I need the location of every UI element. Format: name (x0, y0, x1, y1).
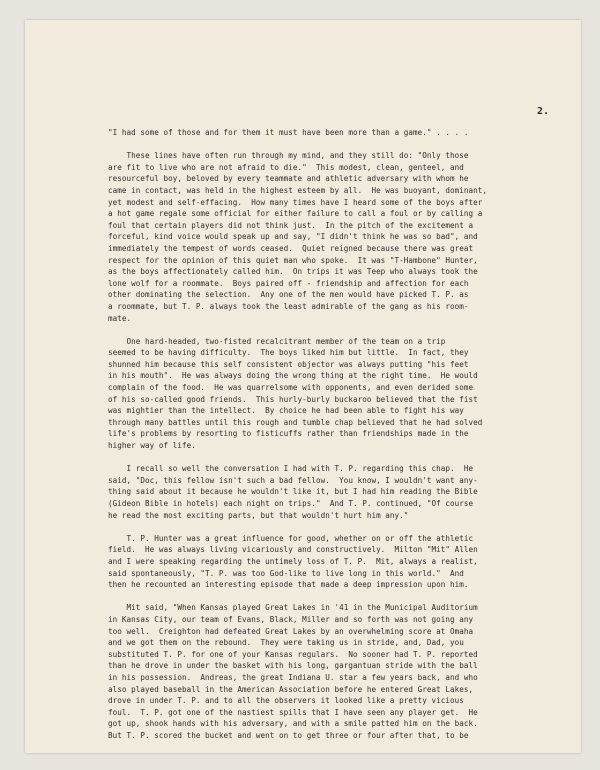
paragraph (108, 150, 578, 324)
text-line: I recall so well the conversation I had with T. P. regarding this chap. He (108, 464, 474, 474)
paragraph (108, 602, 578, 741)
text-line: also played baseball in the American Association before he entered Great Lakes, (108, 684, 474, 694)
body-text (108, 127, 578, 741)
text-line: (Gideon Bible in hotels) each night on trips." And T. P. continued, "Of course (108, 499, 474, 508)
text-line: higher way of life. (108, 441, 196, 451)
text-line: too well. Creighton had defeated Great Lakes by an overwhelming score at Omaha (108, 626, 474, 636)
paragraph-gap (108, 139, 578, 151)
text-line: mate. (108, 313, 132, 323)
text-line: than he drove in under the basket with his long, gargantuan stride with the ball (108, 661, 478, 671)
paragraph (108, 336, 578, 452)
paragraph-gap (108, 521, 578, 533)
text-line: "I had some of those and for them it must have been more than a game." . . . . (108, 128, 469, 137)
text-line: drove in under T. P. and to all the observers it looked like a pretty vicious (108, 696, 464, 706)
text-line: in Kansas City, our team of Evans, Black, Miller and so forth was not going any (108, 614, 474, 624)
text-line: in his possession. Andreas, the great Indiana U. star a few years back, and who (108, 672, 478, 682)
text-line: lone wolf for a roommate. Boys paired off - friendship and affection for each (108, 278, 469, 288)
typed-page (25, 20, 581, 753)
text-line: substituted T. P. for one of your Kansas regulars. No sooner had T. P. reported (108, 649, 478, 659)
paragraph-gap (108, 452, 578, 464)
text-line: seemed to be having difficulty. The boys liked him but little. In fact, they (108, 348, 469, 358)
page-number: 2. (537, 106, 550, 117)
text-line: got up, shook hands with his adversary, and with a smile patted him on the back. (108, 719, 478, 729)
text-line: Mit said, "When Kansas played Great Lakes in '41 in the Municipal Auditorium (108, 603, 478, 613)
text-line: These lines have often run through my mind, and they still do: "Only those (108, 151, 469, 161)
text-line: life's problems by resorting to fisticuffs rather than friendships made in the (108, 429, 469, 439)
text-line: yet modest and self-effacing. How many times have I heard some of the boys after (108, 197, 483, 207)
paragraph (108, 127, 578, 139)
text-line: T. P. Hunter was a great influence for good, whether on or off the athletic (108, 533, 474, 543)
paragraph-gap (108, 324, 578, 336)
text-line: complain of the food. He was quarrelsome with opponents, and even derided some (108, 383, 474, 393)
text-line: shunned him because this self consistent objector was always putting "his feet (108, 359, 469, 369)
text-line: thing said about it because he wouldn't like it, but I had him reading the Bible (108, 487, 478, 497)
text-line: One hard-headed, two-fisted recalcitrant member of the team on a trip (108, 336, 446, 346)
text-line: a hot game regale some official for either failure to call a foul or by calling a (108, 209, 483, 219)
text-line: said spontaneously, "T. P. was too God-like to live long in this world." And (108, 568, 464, 578)
text-line: then he recounted an interesting episode that made a deep impression upon him. (108, 580, 469, 590)
text-line: said, "Doc, this fellow isn't such a bad fellow. You know, I wouldn't want any- (108, 475, 478, 485)
text-line: resourceful boy, beloved by every teammate and athletic adversary with whom he (108, 174, 469, 184)
text-line: was mightier than the intellect. By choice he had been able to fight his way (108, 406, 464, 416)
text-line: he read the most exciting parts, but that wouldn't hurt him any." (108, 510, 409, 520)
text-line: are fit to live who are not afraid to die." This modest, clean, genteel, and (108, 162, 464, 172)
text-line: and I were speaking regarding the untimely loss of T. P. Mit, always a realist, (108, 556, 478, 566)
text-line: came in contact, was held in the highest esteem by all. He was buoyant, dominant, (108, 185, 487, 195)
text-line: as the boys affectionately called him. On trips it was Teep who always took the (108, 267, 478, 277)
text-line: foul that certain players did not think just. In the pitch of the excitement a (108, 220, 474, 230)
text-line: a roommate, but T. P. always took the least admirable of the gang as his room- (108, 301, 469, 311)
text-line: and we got them on the rebound. They were taking us in stride, and, Dad, you (108, 638, 464, 648)
paragraph (108, 463, 578, 521)
text-line: other dominating the selection. Any one of the men would have picked T. P. as (108, 290, 469, 300)
text-line: of his so-called good friends. This hurly-burly buckaroo believed that the fist (108, 394, 478, 404)
text-line: immediately the tempest of words ceased. Quiet reigned because there was great (108, 243, 474, 253)
paragraph (108, 533, 578, 591)
text-line: But T. P. scored the bucket and went on to get three or four after that, to be (108, 730, 469, 740)
text-line: forceful, kind voice would speak up and say, "I didn't think he was so bad", and (108, 232, 478, 242)
text-line: through many battles until this rough and tumble chap believed that he had solved (108, 417, 483, 427)
paragraph-gap (108, 591, 578, 603)
text-line: foul. T. P. got one of the nastiest spills that I have seen any player get. He (108, 707, 478, 717)
text-line: respect for the opinion of this quiet man who spoke. It was "T-Hambone" Hunter, (108, 255, 478, 265)
text-line: field. He was always living vicariously and constructively. Milton "Mit" Allen (108, 545, 478, 555)
text-line: in his mouth". He was always doing the wrong thing at the right time. He would (108, 371, 478, 381)
